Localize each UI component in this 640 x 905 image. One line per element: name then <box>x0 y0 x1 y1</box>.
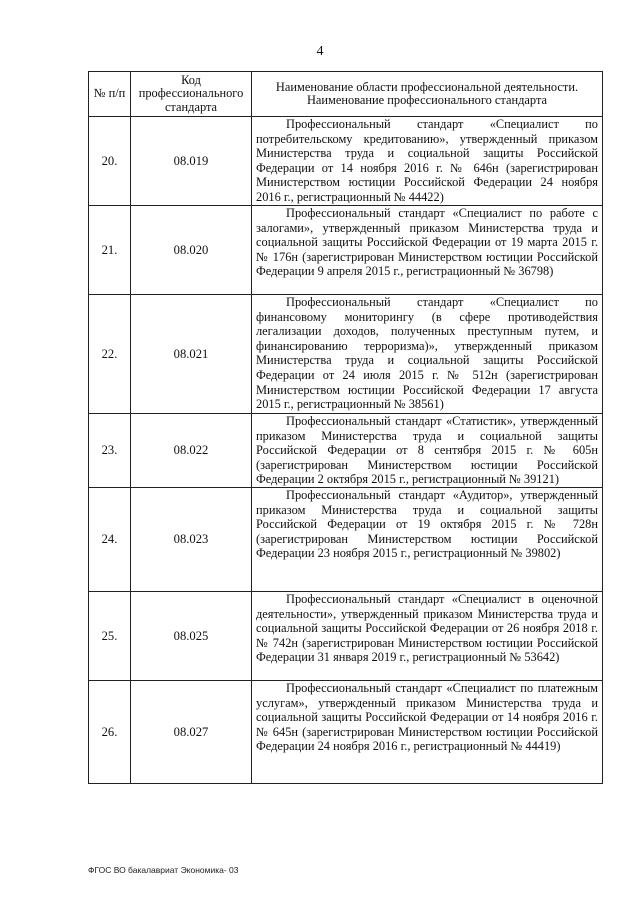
row-description: Профессиональный стандарт «Статистик», утвержденный приказом Министерства труда и социальной защиты Российской Федерации от 8 сентября 2015 г. № 605н (зарегистрирован Министерством юстиции Российской Федерации 2 октября 2015 г., регистрационный № 39121) <box>252 414 603 488</box>
row-number: 22. <box>89 295 131 414</box>
table-row <box>89 487 603 591</box>
row-code: 08.027 <box>131 680 252 783</box>
row-number: 26. <box>89 680 131 783</box>
row-code: 08.023 <box>131 487 252 591</box>
table-row <box>89 117 603 206</box>
row-code: 08.021 <box>131 295 252 414</box>
table-header-row <box>89 72 603 117</box>
table-row <box>89 206 603 295</box>
row-description: Профессиональный стандарт «Специалист по работе с залогами», утвержденный приказом Министерства труда и социальной защиты Российской Федерации от 19 марта 2015 г. № 176н (зарегистрирован Министерством юстиции Российской Федерации 9 апреля 2015 г., регистрационный № 36798) <box>252 206 603 295</box>
row-number: 23. <box>89 414 131 488</box>
table-row <box>89 591 603 680</box>
row-number: 20. <box>89 117 131 206</box>
table-row <box>89 295 603 414</box>
page-number: 4 <box>316 44 324 59</box>
row-description: Профессиональный стандарт «Аудитор», утвержденный приказом Министерства труда и социальной защиты Российской Федерации от 19 октября 2015 г. № 728н (зарегистрирован Министерством юстиции Российской Федерации 23 ноября 2015 г., регистрационный № 39802) <box>252 487 603 591</box>
table-row <box>89 414 603 488</box>
row-description: Профессиональный стандарт «Специалист по финансовому мониторингу (в сфере противодействия легализации доходов, полученных преступным путем, и финансированию терроризма)», утвержденный приказом Министерства труда и социальной защиты Российской Федерации от 24 июля 2015 г. № 512н (зарегистрирован Министерством юстиции Российской Федерации 17 августа 2015 г., регистрационный № 38561) <box>252 295 603 414</box>
row-number: 24. <box>89 487 131 591</box>
row-code: 08.020 <box>131 206 252 295</box>
professional-standards-table <box>88 71 603 784</box>
header-number: № п/п <box>89 72 131 117</box>
row-code: 08.019 <box>131 117 252 206</box>
row-number: 21. <box>89 206 131 295</box>
row-code: 08.025 <box>131 591 252 680</box>
row-description: Профессиональный стандарт «Специалист по платежным услугам», утвержденный приказом Министерства труда и социальной защиты Российской Федерации от 14 ноября 2016 г. № 645н (зарегистрирован Министерством юстиции Российской Федерации 24 ноября 2016 г., регистрационный № 44419) <box>252 680 603 783</box>
row-code: 08.022 <box>131 414 252 488</box>
row-description: Профессиональный стандарт «Специалист по потребительскому кредитованию», утвержденный приказом Министерства труда и социальной защиты Российской Федерации от 14 ноября 2016 г. № 646н (зарегистрирован Министерством юстиции Российской Федерации 24 ноября 2016 г., регистрационный № 44422) <box>252 117 603 206</box>
header-code: Код профессионального стандарта <box>131 72 252 117</box>
document-footer: ФГОС ВО бакалавриат Экономика- 03 <box>88 865 239 875</box>
header-name: Наименование области профессиональной деятельности. Наименование профессионального стандарта <box>252 72 603 117</box>
row-description: Профессиональный стандарт «Специалист в оценочной деятельности», утвержденный приказом Министерства труда и социальной защиты Российской Федерации от 26 ноября 2018 г. № 742н (зарегистрирован Министерством юстиции Российской Федерации 31 января 2019 г., регистрационный № 53642) <box>252 591 603 680</box>
table-row <box>89 680 603 783</box>
row-number: 25. <box>89 591 131 680</box>
